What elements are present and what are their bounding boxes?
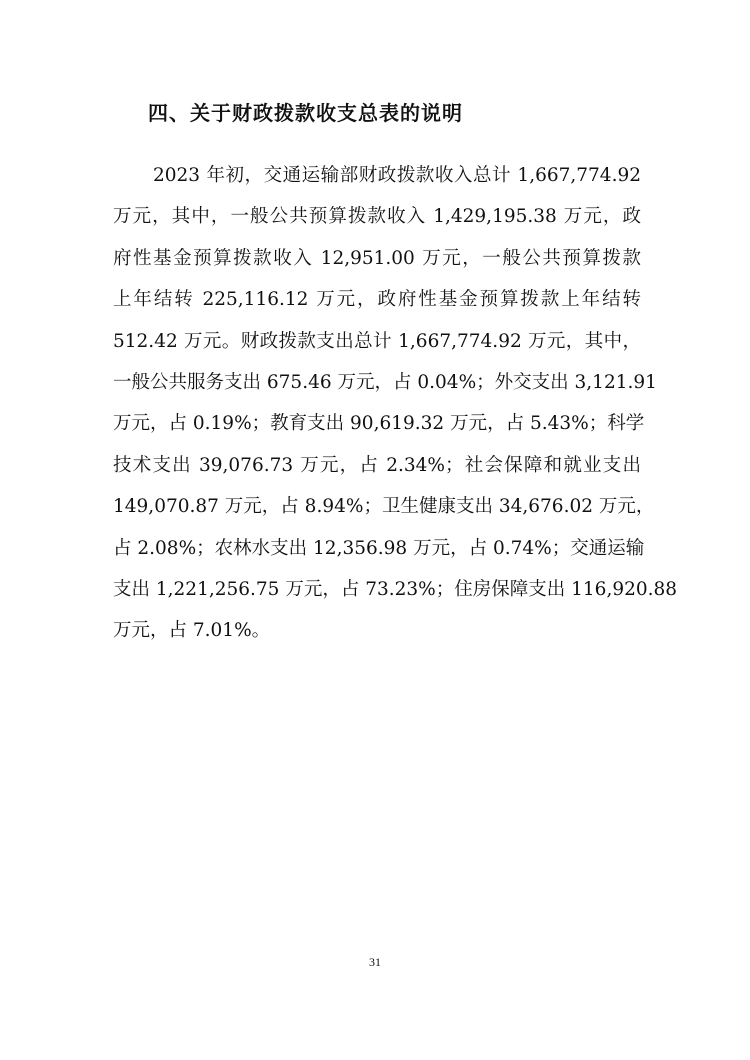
paragraph-line: 支出 1,221,256.75 万元，占 73.23%；住房保障支出 116,920.88 <box>113 578 678 600</box>
paragraph-line: 占 2.08%；农林水支出 12,356.98 万元，占 0.74%；交通运输 <box>113 537 645 559</box>
paragraph-line: 万元，占 7.01%。 <box>113 620 271 642</box>
paragraph-line: 上年结转 225,116.12 万元，政府性基金预算拨款上年结转 <box>113 289 641 311</box>
paragraph-line: 一般公共服务支出 675.46 万元，占 0.04%；外交支出 3,121.91 <box>113 371 657 393</box>
paragraph-line: 府性基金预算拨款收入 12,951.00 万元，一般公共预算拨款 <box>113 247 641 269</box>
paragraph-line: 149,070.87 万元，占 8.94%；卫生健康支出 34,676.02 万元， <box>113 496 655 518</box>
body-paragraph <box>113 155 678 652</box>
paragraph-line: 万元，占 0.19%；教育支出 90,619.32 万元，占 5.43%；科学 <box>113 413 645 435</box>
paragraph-line: 技术支出 39,076.73 万元，占 2.34%；社会保障和就业支出 <box>113 454 641 476</box>
paragraph-line: 512.42 万元。财政拨款支出总计 1,667,774.92 万元，其中， <box>113 330 641 352</box>
page-number: 31 <box>369 955 381 969</box>
section-heading: 四、关于财政拨款收支总表的说明 <box>148 101 463 125</box>
paragraph-line: 万元，其中，一般公共预算拨款收入 1,429,195.38 万元，政 <box>113 206 641 228</box>
paragraph-line: 2023 年初，交通运输部财政拨款收入总计 1,667,774.92 <box>153 165 641 186</box>
